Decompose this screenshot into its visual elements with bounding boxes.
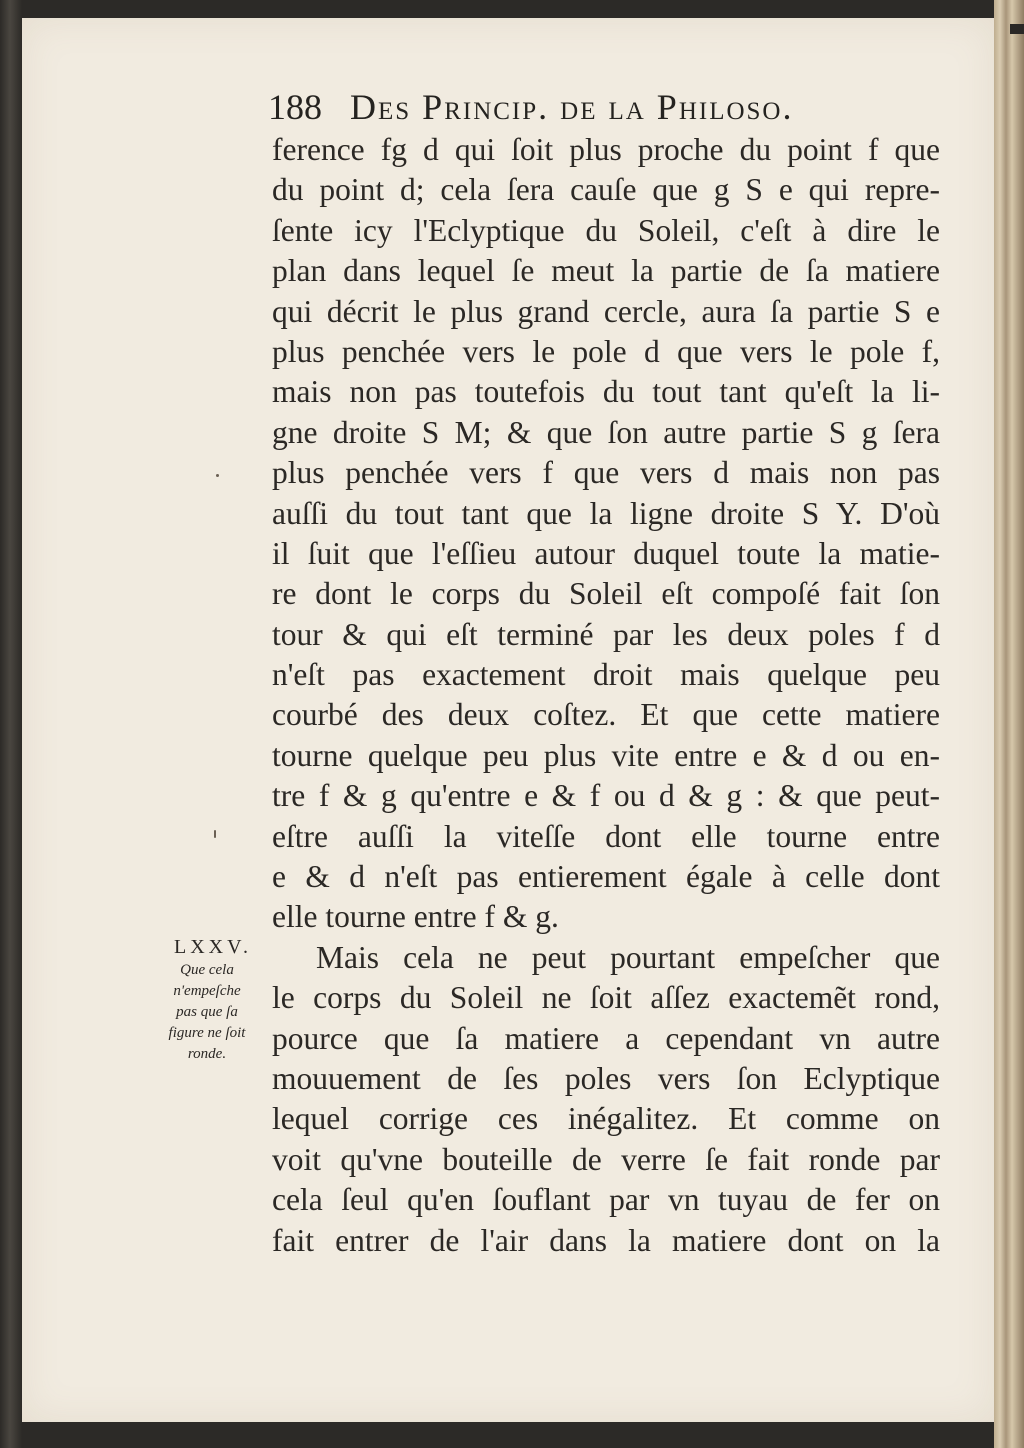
text-line: eſtre auſſi la viteſſe dont elle tourne entre [272,818,940,854]
text-line: plus penchée vers f que vers d mais non pas [272,455,940,491]
text-line: Mais cela ne peut pourtant empeſcher que [316,939,940,975]
text-line: auſſi du tout tant que la ligne droite S Y. D'où [272,495,940,531]
sidenote-line: ronde. [187,1046,227,1062]
edge-mark [1010,24,1024,34]
text-line: mais non pas toutefois du tout tant qu'eſt la li- [272,374,940,410]
text-line: e & d n'eſt pas entierement égale à celle dont [272,859,940,895]
text-line: pource que ſa matiere a cependant vn autre [272,1020,940,1056]
text-line: plan dans lequel ſe meut la partie de ſa matiere [272,253,940,289]
text-line: ſente icy l'Eclyptique du Soleil, c'eſt à dire le [272,212,940,248]
text-line: n'eſt pas exactement droit mais quelque peu [272,657,940,693]
sidenote-line: Que cela [180,962,234,978]
next-page-edge [994,0,1024,1448]
text-line: ference fg d qui ſoit plus proche du point f que [272,132,940,167]
text-line: tre f & g qu'entre e & f ou d & g : & que peut- [272,778,940,814]
sidenote-number: LXXV. [174,936,252,958]
page-number: 188 [268,87,322,127]
ink-speck [216,474,219,477]
sidenote-line: pas que ſa [176,1004,238,1020]
text-line: tour & qui eſt terminé par les deux poles f d [272,616,940,652]
text-line: gne droite S M; & que ſon autre partie S g ſera [272,414,940,450]
text-line: plus penchée vers le pole d que vers le pole f, [272,333,940,369]
running-title: Des Princip. de la Philoso. [350,87,794,127]
text-line: du point d; cela ſera cauſe que g S e qui repre- [272,172,940,208]
main-text-block [272,130,940,1261]
running-head [268,86,938,134]
text-line: cela ſeul qu'en ſouflant par vn tuyau de fer on [272,1182,940,1218]
text-line: tourne quelque peu plus vite entre e & d ou en- [272,737,940,773]
text-line: fait entrer de l'air dans la matiere dont on la [272,1222,940,1258]
marginal-note [150,960,264,1065]
text-line: mouuement de ſes poles vers ſon Eclyptique [272,1060,940,1096]
text-line: elle tourne entre f & g. [272,899,559,935]
sidenote-line: figure ne ſoit [168,1025,246,1041]
text-line: qui décrit le plus grand cercle, aura ſa partie S e [272,293,940,329]
text-line: lequel corrige ces inégalitez. Et comme on [272,1101,940,1137]
text-line: courbé des deux coſtez. Et que cette matiere [272,697,940,733]
sidenote-line: n'empeſche [173,983,241,999]
text-line: le corps du Soleil ne ſoit aſſez exactemẽt rond, [272,980,940,1016]
ink-speck [214,830,216,838]
text-line: voit qu'vne bouteille de verre ſe fait ronde par [272,1141,940,1177]
text-line: re dont le corps du Soleil eſt compoſé fait ſon [272,576,940,612]
text-line: il ſuit que l'eſſieu autour duquel toute la matie- [272,535,940,571]
